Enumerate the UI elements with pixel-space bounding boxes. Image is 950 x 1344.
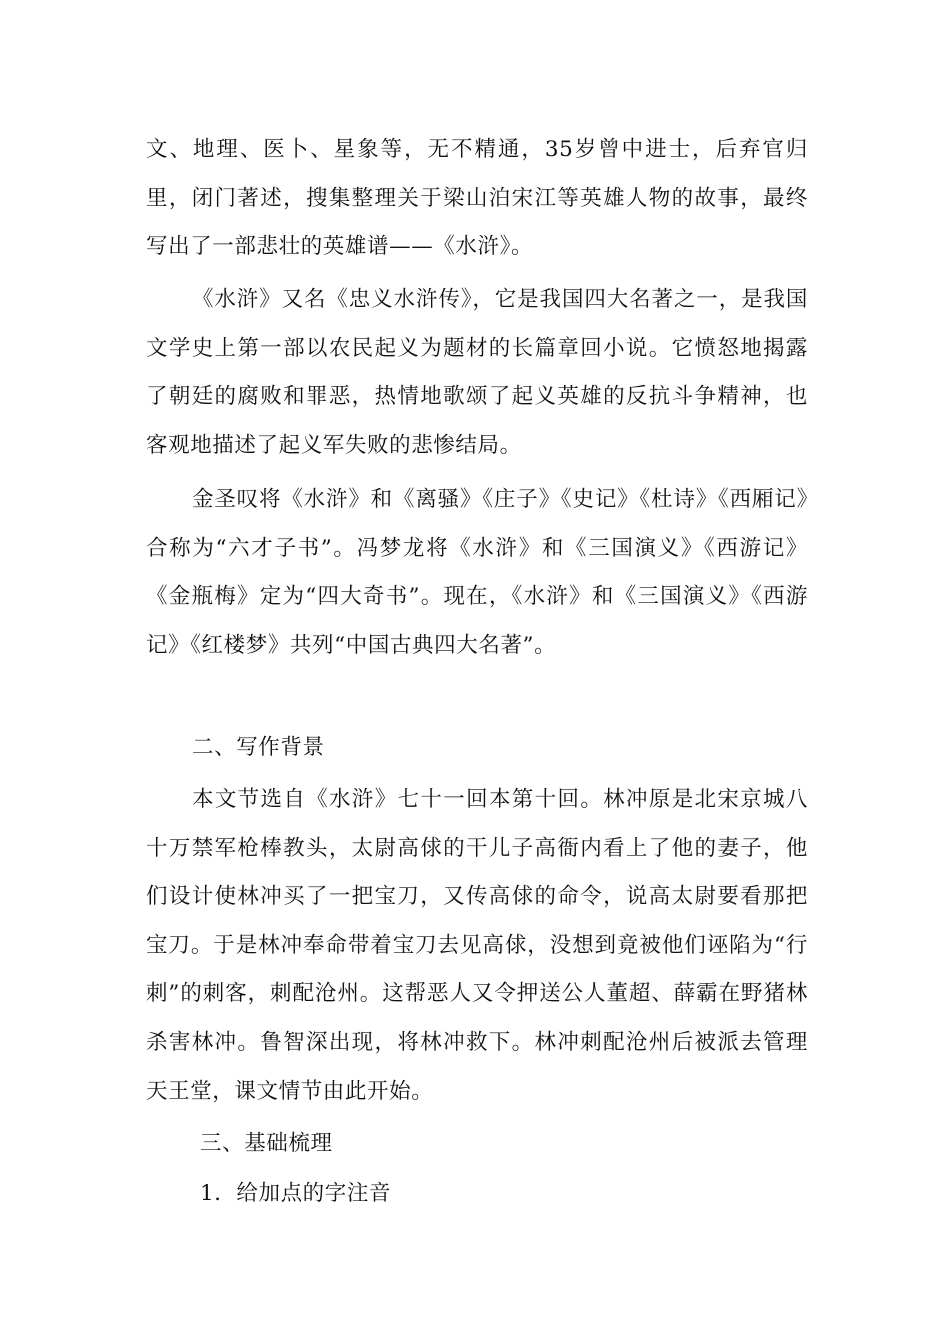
paragraph-book-status: 金圣叹将《水浒》和《离骚》《庄子》《史记》《杜诗》《西厢记》合称为“六才子书”。冯梦龙将《水浒》和《三国演义》《西游记》《金瓶梅》定为“四大奇书”。现在，《水浒》和《三国演义》《西游记》《红楼梦》共列“中国古典四大名著”。 xyxy=(146,487,808,658)
paragraph-book-intro: 《水浒》又名《忠义水浒传》，它是我国四大名著之一，是我国文学史上第一部以农民起义为题材的长篇章回小说。它愤怒地揭露了朝廷的腐败和罪恶，热情地歌颂了起义英雄的反抗斗争精神，也客观地描述了起义军失败的悲惨结局。 xyxy=(146,287,808,458)
subheading-pronunciation: 1．给加点的字注音 xyxy=(200,1181,392,1206)
section-heading-basics: 三、基础梳理 xyxy=(200,1131,333,1156)
paragraph-background: 本文节选自《水浒》七十一回本第十回。林冲原是北宋京城八十万禁军枪棒教头，太尉高俅的干儿子高衙内看上了他的妻子，他们设计使林冲买了一把宝刀，又传高俅的命令，说高太尉要看那把宝刀。于是林冲奉命带着宝刀去见高俅，没想到竟被他们诬陷为“行刺”的刺客，刺配沧州。这帮恶人又令押送公人董超、薛霸在野猪林杀害林冲。鲁智深出现，将林冲救下。林冲刺配沧州后被派去管理天王堂，课文情节由此开始。 xyxy=(146,787,808,1104)
paragraph-author-bio: 文、地理、医卜、星象等，无不精通，35岁曾中进士，后弃官归里，闭门著述，搜集整理关于梁山泊宋江等英雄人物的故事，最终写出了一部悲壮的英雄谱——《水浒》。 xyxy=(146,137,808,260)
section-heading-background: 二、写作背景 xyxy=(192,735,325,760)
